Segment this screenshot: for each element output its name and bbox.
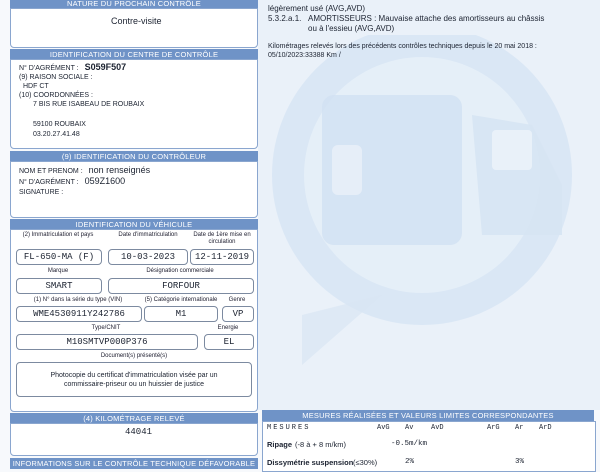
controleur-panel: [10, 161, 258, 218]
prochain-controle-panel: [10, 8, 258, 48]
categorie-value: M1: [144, 306, 218, 322]
documents-label: Document(s) présenté(s): [100, 353, 168, 359]
centre-coord-label: (10) COORDONNÉES :: [19, 92, 93, 99]
energie-label: Energie: [217, 325, 239, 331]
marque-value: SMART: [16, 278, 102, 294]
prochain-controle-header: NATURE DU PROCHAIN CONTRÔLE: [10, 0, 258, 9]
centre-agrement-value: S059F507: [84, 62, 127, 72]
genre-label: Genre: [228, 297, 246, 303]
defaut-line-1: légèrement usé (AVG,AVD): [268, 4, 366, 13]
date-immat-value: 10-03-2023: [108, 249, 188, 265]
controleur-header: (9) IDENTIFICATION DU CONTRÔLEUR: [10, 151, 258, 162]
documents-value: Photocopie du certificat d'immatriculation visée par un commissaire-priseur ou un huissier de justice: [50, 371, 218, 388]
measure-ar-dissymetrie: 3%: [515, 458, 525, 466]
measure-label-dissymetrie: Dissymétrie suspension: [267, 458, 354, 467]
col-avd: AvD: [431, 424, 444, 432]
mesures-panel: [262, 421, 596, 472]
date-1ere-label: Date de 1ère mise en circulation: [193, 232, 251, 245]
controleur-signature-label: SIGNATURE :: [19, 189, 64, 196]
categorie-label: (5) Catégorie internationale: [144, 297, 218, 303]
historique-line-2: 05/10/2023:33388 Km /: [268, 52, 341, 59]
centre-phone: 03.20.27.41.48: [33, 131, 80, 138]
designation-value: FORFOUR: [108, 278, 254, 294]
mesures-header: MESURES RÉALISÉES ET VALEURS LIMITES CORRESPONDANTES: [262, 410, 594, 421]
measure-row-dissymetrie: [267, 458, 592, 470]
col-av: Av: [405, 424, 414, 432]
type-label: Type/CNIT: [91, 325, 121, 331]
vin-label: (1) N° dans la série du type (VIN): [33, 297, 123, 303]
measure-label-ripage: Ripage: [267, 440, 293, 449]
informations-header: INFORMATIONS SUR LE CONTRÔLE TECHNIQUE DÉFAVORABLE: [10, 458, 258, 469]
kilometrage-value: 44041: [125, 427, 153, 437]
centre-panel: [10, 59, 258, 149]
measure-limit-ripage: (-8 à + 8 m/km): [295, 440, 347, 449]
centre-raison-label: (9) RAISON SOCIALE :: [19, 74, 93, 81]
col-ar: Ar: [515, 424, 524, 432]
marque-label: Marque: [47, 268, 69, 274]
controleur-nom-value: non renseignés: [88, 165, 151, 175]
historique-line-1: Kilométrages relevés lors des précédents contrôles techniques depuis le 20 mai 2018 :: [268, 43, 537, 50]
controleur-agrement-value: 059Z1600: [84, 176, 126, 186]
centre-address: 7 BIS RUE ISABEAU DE ROUBAIX: [33, 101, 145, 108]
col-avg: AvG: [377, 424, 390, 432]
centre-header: IDENTIFICATION DU CENTRE DE CONTRÔLE: [10, 49, 258, 60]
defaut-code: 5.3.2.a.1.: [268, 14, 302, 23]
centre-raison-value: HDF CT: [23, 83, 49, 90]
genre-value: VP: [222, 306, 254, 322]
documents-value-box: [16, 362, 252, 397]
prochain-controle-value: Contre-visite: [111, 16, 162, 26]
defaut-line-3: ou à l'essieu (AVG,AVD): [308, 24, 395, 33]
defaut-line-2: AMORTISSEURS : Mauvaise attache des amortisseurs au châssis: [308, 14, 545, 23]
kilometrage-header: (4) KILOMÉTRAGE RELEVÉ: [10, 413, 258, 424]
type-value: M10SMTVP000P376: [16, 334, 198, 350]
historique-block: [268, 42, 593, 60]
vin-value: WME4530911Y242786: [16, 306, 142, 322]
immat-label: (2) Immatriculation et pays: [22, 232, 94, 238]
controleur-nom-label: NOM ET PRENOM :: [19, 168, 83, 175]
measure-limit-dissymetrie: (≤30%): [353, 458, 378, 467]
mesures-title: MESURES: [267, 424, 311, 432]
date-1ere-value: 12-11-2019: [190, 249, 254, 265]
measure-row-ripage: [267, 440, 592, 452]
col-arg: ArG: [487, 424, 500, 432]
centre-agrement-label: N° D'AGRÉMENT :: [19, 65, 79, 72]
centre-city: 59100 ROUBAIX: [33, 121, 86, 128]
energie-value: EL: [204, 334, 254, 350]
col-ard: ArD: [539, 424, 552, 432]
measure-av-ripage: -0.5m/km: [391, 440, 428, 448]
immat-value: FL-650-MA (F): [16, 249, 102, 265]
controleur-agrement-label: N° D'AGRÉMENT :: [19, 179, 79, 186]
measure-av-dissymetrie: 2%: [405, 458, 415, 466]
designation-label: Désignation commerciale: [146, 268, 214, 274]
watermark-seal-icon: [262, 35, 592, 415]
defauts-block: [268, 4, 593, 34]
kilometrage-panel: [10, 423, 258, 456]
vehicule-header: IDENTIFICATION DU VÉHICULE: [10, 219, 258, 230]
date-immat-label: Date d'immatriculation: [118, 232, 178, 238]
